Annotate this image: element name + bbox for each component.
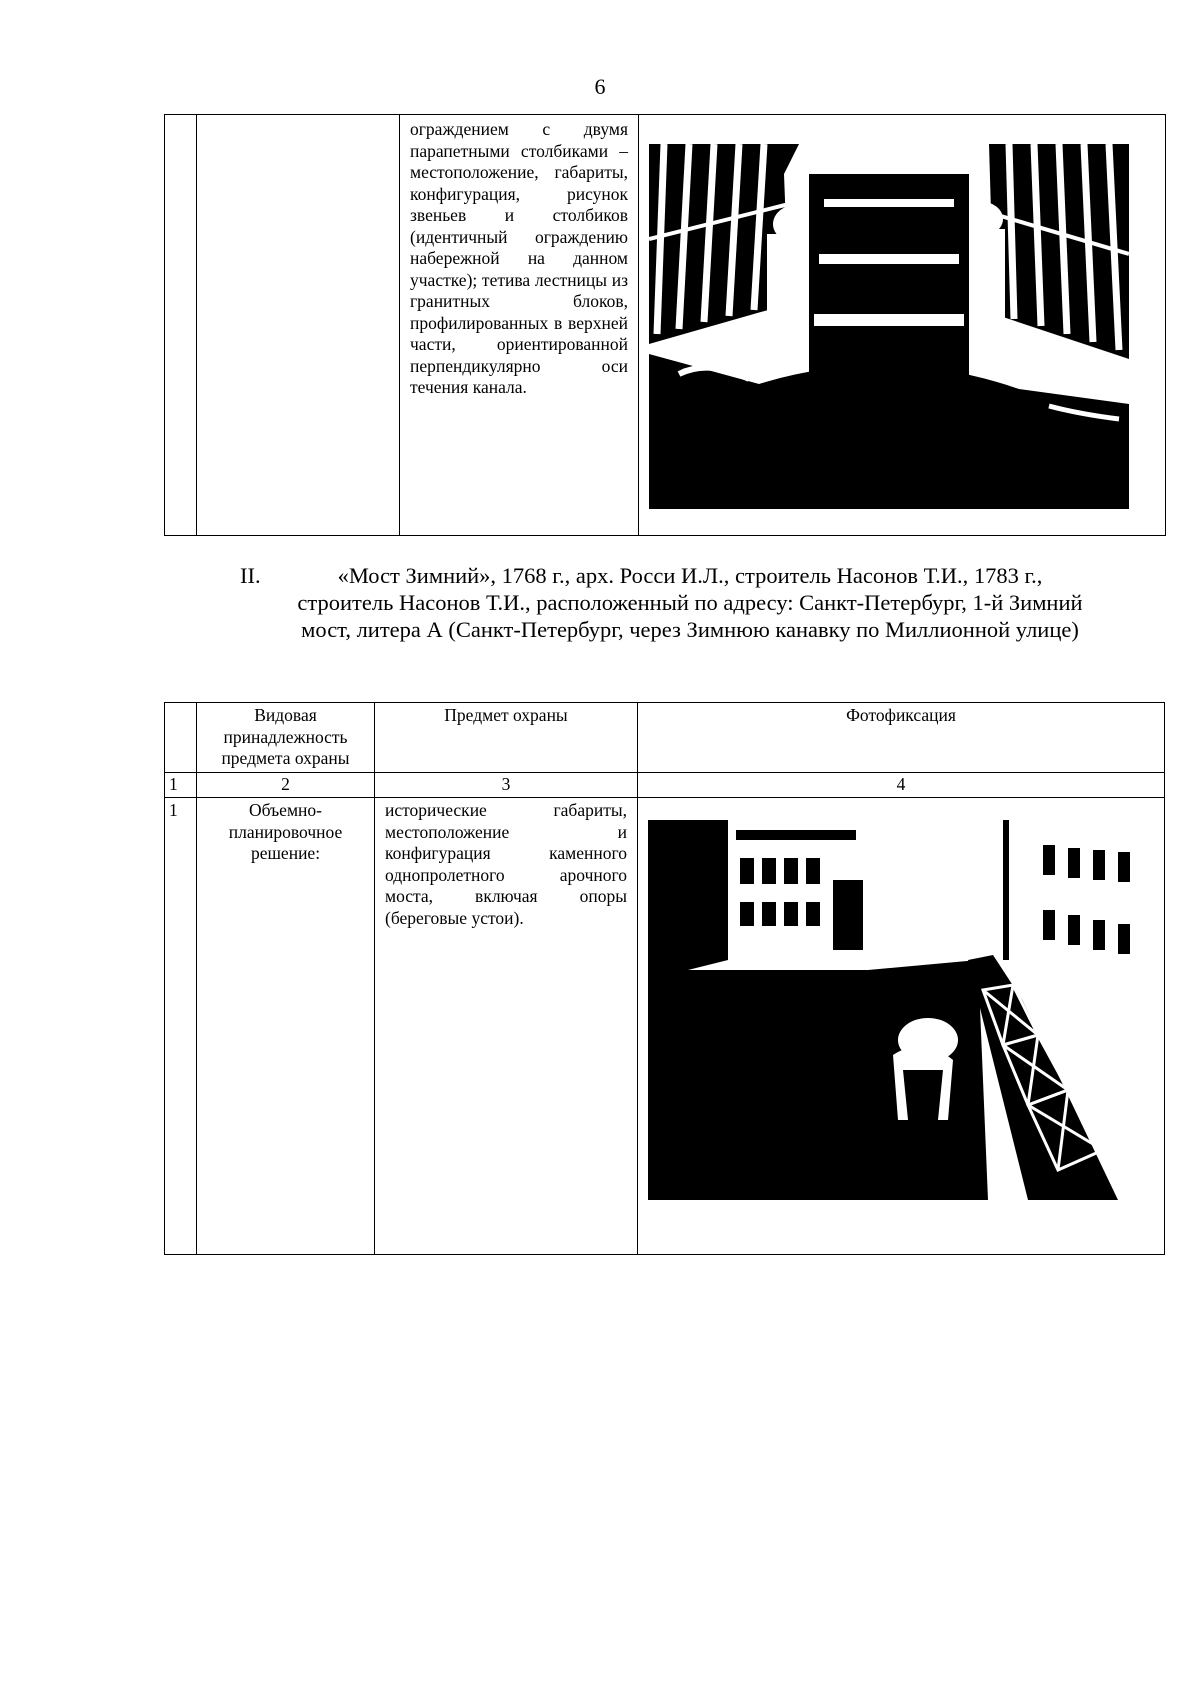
header-photo: Фотофиксация [638, 703, 1165, 773]
colnum-2: 2 [197, 773, 375, 798]
cell-type [197, 115, 400, 536]
page-number: 6 [594, 74, 606, 99]
table-row [165, 798, 1165, 1255]
row-subject: исторические габариты, местоположение и конфигурация каменного однопролетного арочного моста, включая опоры (береговые устои). [375, 798, 638, 1255]
colnum-1: 1 [165, 773, 197, 798]
column-number-row [165, 773, 1165, 798]
cell-num [165, 115, 197, 536]
header-num [165, 703, 197, 773]
photo-cell [638, 798, 1165, 1255]
colnum-4: 4 [638, 773, 1165, 798]
colnum-3: 3 [375, 773, 638, 798]
header-type: Видовая принадлежность предмета охраны [197, 703, 375, 773]
continuation-table [164, 114, 1166, 536]
row-num: 1 [165, 798, 197, 1255]
header-subject: Предмет охраны [375, 703, 638, 773]
section-title: «Мост Зимний», 1768 г., арх. Росси И.Л., строитель Насонов Т.И., 1783 г., строитель Насонов Т.И., расположенный по адресу: Санкт-Петербург, 1-й Зимний мост, литера А (Санкт-Петербург, через Зимнюю канавку по Миллионной улице) [297, 563, 1083, 642]
winter-bridge-photo [648, 820, 1153, 1200]
protection-table [164, 702, 1165, 1255]
table-header-row [165, 703, 1165, 773]
section-number: II. [240, 563, 261, 588]
protection-subject-cell: ограждением с двумя парапетными столбиками – местоположение, габариты, конфигурация, рисунок звеньев и столбиков (идентичный ограждению набережной на данном участке); тетива лестницы из гранитных блоков, профилированных в верхней части, ориентированной перпендикулярно оси течения канала. [400, 115, 639, 536]
stairs-railing-photo [649, 144, 1129, 509]
row-type: Объемно-планировочное решение: [197, 798, 375, 1255]
photo-cell [639, 115, 1166, 536]
